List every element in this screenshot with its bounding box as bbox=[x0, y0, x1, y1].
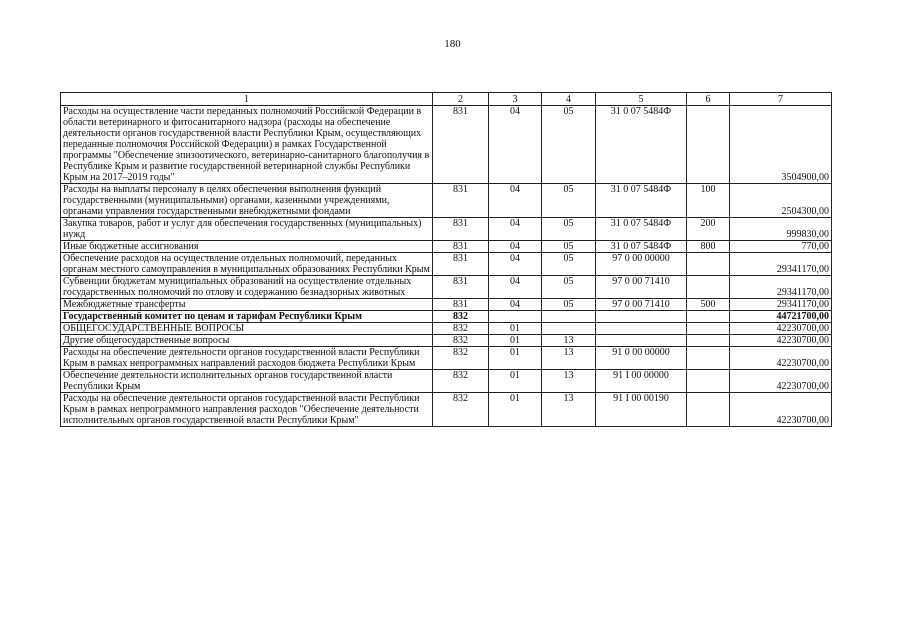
row-section-cell: 01 bbox=[489, 347, 542, 370]
row-expense-type-cell: 800 bbox=[687, 241, 730, 253]
row-name-cell: Иные бюджетные ассигнования bbox=[61, 241, 433, 253]
row-target-article-cell: 31 0 07 5484Ф bbox=[596, 184, 687, 218]
row-expense-type-cell bbox=[687, 393, 730, 427]
row-subsection-cell: 13 bbox=[542, 335, 596, 347]
row-ministry-code-cell: 831 bbox=[433, 241, 489, 253]
row-expense-type-cell bbox=[687, 106, 730, 184]
row-amount-cell: 29341170,00 bbox=[730, 299, 832, 311]
row-section-cell: 04 bbox=[489, 218, 542, 241]
row-ministry-code-cell: 831 bbox=[433, 106, 489, 184]
table-row bbox=[61, 218, 832, 241]
row-amount-cell: 2504300,00 bbox=[730, 184, 832, 218]
header-cell: 1 bbox=[61, 93, 433, 106]
table-row bbox=[61, 184, 832, 218]
row-expense-type-cell bbox=[687, 370, 730, 393]
row-section-cell bbox=[489, 311, 542, 323]
row-section-cell: 04 bbox=[489, 106, 542, 184]
page-number: 180 bbox=[444, 38, 461, 50]
row-ministry-code-cell: 832 bbox=[433, 347, 489, 370]
row-name-cell: ОБЩЕГОСУДАРСТВЕННЫЕ ВОПРОСЫ bbox=[61, 323, 433, 335]
row-amount-cell: 42230700,00 bbox=[730, 370, 832, 393]
row-expense-type-cell bbox=[687, 253, 730, 276]
row-name-cell: Расходы на обеспечение деятельности органов государственной власти Республики Крым в рамках непрограммных направлений расходов бюджета Республики Крым bbox=[61, 347, 433, 370]
header-cell: 4 bbox=[542, 93, 596, 106]
row-section-cell: 01 bbox=[489, 323, 542, 335]
row-target-article-cell: 97 0 00 00000 bbox=[596, 253, 687, 276]
row-target-article-cell bbox=[596, 335, 687, 347]
row-section-cell: 01 bbox=[489, 335, 542, 347]
row-expense-type-cell bbox=[687, 276, 730, 299]
row-expense-type-cell: 200 bbox=[687, 218, 730, 241]
row-subsection-cell: 13 bbox=[542, 370, 596, 393]
row-expense-type-cell: 100 bbox=[687, 184, 730, 218]
row-amount-cell: 42230700,00 bbox=[730, 347, 832, 370]
row-section-cell: 04 bbox=[489, 241, 542, 253]
row-target-article-cell: 91 0 00 00000 bbox=[596, 347, 687, 370]
row-subsection-cell: 05 bbox=[542, 106, 596, 184]
row-name-cell: Межбюджетные трансферты bbox=[61, 299, 433, 311]
table-row bbox=[61, 106, 832, 184]
row-name-cell: Обеспечение деятельности исполнительных органов государственной власти Республики Крым bbox=[61, 370, 433, 393]
row-ministry-code-cell: 832 bbox=[433, 393, 489, 427]
table-row bbox=[61, 311, 832, 323]
row-subsection-cell: 05 bbox=[542, 253, 596, 276]
header-cell: 7 bbox=[730, 93, 832, 106]
row-expense-type-cell bbox=[687, 347, 730, 370]
row-section-cell: 01 bbox=[489, 370, 542, 393]
row-amount-cell: 42230700,00 bbox=[730, 323, 832, 335]
row-target-article-cell: 31 0 07 5484Ф bbox=[596, 241, 687, 253]
row-target-article-cell bbox=[596, 323, 687, 335]
row-subsection-cell bbox=[542, 323, 596, 335]
row-name-cell: Расходы на выплаты персоналу в целях обеспечения выполнения функций государственными (муниципальными) органами, казенными учреждениями, органами управления государственными внебюджетными фондами bbox=[61, 184, 433, 218]
row-amount-cell: 42230700,00 bbox=[730, 335, 832, 347]
row-name-cell: Закупка товаров, работ и услуг для обеспечения государственных (муниципальных) нужд bbox=[61, 218, 433, 241]
row-expense-type-cell bbox=[687, 335, 730, 347]
row-name-cell: Государственный комитет по ценам и тарифам Республики Крым bbox=[61, 311, 433, 323]
row-section-cell: 04 bbox=[489, 253, 542, 276]
row-ministry-code-cell: 831 bbox=[433, 299, 489, 311]
table-row bbox=[61, 393, 832, 427]
row-ministry-code-cell: 831 bbox=[433, 218, 489, 241]
row-name-cell: Обеспечение расходов на осуществление отдельных полномочий, переданных органам местного самоуправления в муниципальных образованиях Республики Крым bbox=[61, 253, 433, 276]
row-target-article-cell: 97 0 00 71410 bbox=[596, 299, 687, 311]
table-row bbox=[61, 323, 832, 335]
row-subsection-cell: 13 bbox=[542, 393, 596, 427]
table-header-row bbox=[61, 93, 832, 106]
table-row bbox=[61, 370, 832, 393]
row-amount-cell: 29341170,00 bbox=[730, 276, 832, 299]
header-cell: 6 bbox=[687, 93, 730, 106]
row-target-article-cell: 97 0 00 71410 bbox=[596, 276, 687, 299]
table-row bbox=[61, 347, 832, 370]
row-amount-cell: 770,00 bbox=[730, 241, 832, 253]
table-row bbox=[61, 335, 832, 347]
row-section-cell: 01 bbox=[489, 393, 542, 427]
row-target-article-cell bbox=[596, 311, 687, 323]
header-cell: 5 bbox=[596, 93, 687, 106]
row-target-article-cell: 31 0 07 5484Ф bbox=[596, 218, 687, 241]
row-name-cell: Расходы на обеспечение деятельности органов государственной власти Республики Крым в рамках непрограммного направления расходов "Обеспечение деятельности исполнительных органов государственной власти Республики Крым" bbox=[61, 393, 433, 427]
row-subsection-cell: 05 bbox=[542, 241, 596, 253]
row-ministry-code-cell: 831 bbox=[433, 276, 489, 299]
row-amount-cell: 29341170,00 bbox=[730, 253, 832, 276]
row-expense-type-cell bbox=[687, 323, 730, 335]
row-ministry-code-cell: 831 bbox=[433, 253, 489, 276]
row-amount-cell: 42230700,00 bbox=[730, 393, 832, 427]
row-subsection-cell: 13 bbox=[542, 347, 596, 370]
row-amount-cell: 999830,00 bbox=[730, 218, 832, 241]
row-subsection-cell: 05 bbox=[542, 299, 596, 311]
table-row bbox=[61, 276, 832, 299]
row-amount-cell: 44721700,00 bbox=[730, 311, 832, 323]
row-ministry-code-cell: 831 bbox=[433, 184, 489, 218]
row-ministry-code-cell: 832 bbox=[433, 323, 489, 335]
row-name-cell: Другие общегосударственные вопросы bbox=[61, 335, 433, 347]
row-expense-type-cell: 500 bbox=[687, 299, 730, 311]
row-name-cell: Субвенции бюджетам муниципальных образований на осуществление отдельных государственных полномочий по отлову и содержанию безнадзорных животных bbox=[61, 276, 433, 299]
row-amount-cell: 3504900,00 bbox=[730, 106, 832, 184]
table-row bbox=[61, 241, 832, 253]
row-subsection-cell bbox=[542, 311, 596, 323]
row-subsection-cell: 05 bbox=[542, 218, 596, 241]
header-cell: 3 bbox=[489, 93, 542, 106]
row-ministry-code-cell: 832 bbox=[433, 335, 489, 347]
header-cell: 2 bbox=[433, 93, 489, 106]
row-name-cell: Расходы на осуществление части переданных полномочий Российской Федерации в области ветеринарного и фитосанитарного надзора (расходы на обеспечение деятельности органов государственной власти Республики Крым, осуществляющих переданные полномочия Российской Федерации) в рамках Государственной программы "Обеспечение эпизоотического, ветеринарно-санитарного благополучия в Республике Крым и развитие государственной ветеринарной службы Республики Крым на 2017–2019 годы" bbox=[61, 106, 433, 184]
budget-table bbox=[60, 92, 832, 427]
row-ministry-code-cell: 832 bbox=[433, 370, 489, 393]
row-target-article-cell: 91 I 00 00000 bbox=[596, 370, 687, 393]
table-row bbox=[61, 299, 832, 311]
row-subsection-cell: 05 bbox=[542, 184, 596, 218]
row-subsection-cell: 05 bbox=[542, 276, 596, 299]
table-row bbox=[61, 253, 832, 276]
row-expense-type-cell bbox=[687, 311, 730, 323]
row-section-cell: 04 bbox=[489, 299, 542, 311]
row-section-cell: 04 bbox=[489, 276, 542, 299]
row-section-cell: 04 bbox=[489, 184, 542, 218]
row-ministry-code-cell: 832 bbox=[433, 311, 489, 323]
row-target-article-cell: 31 0 07 5484Ф bbox=[596, 106, 687, 184]
row-target-article-cell: 91 I 00 00190 bbox=[596, 393, 687, 427]
